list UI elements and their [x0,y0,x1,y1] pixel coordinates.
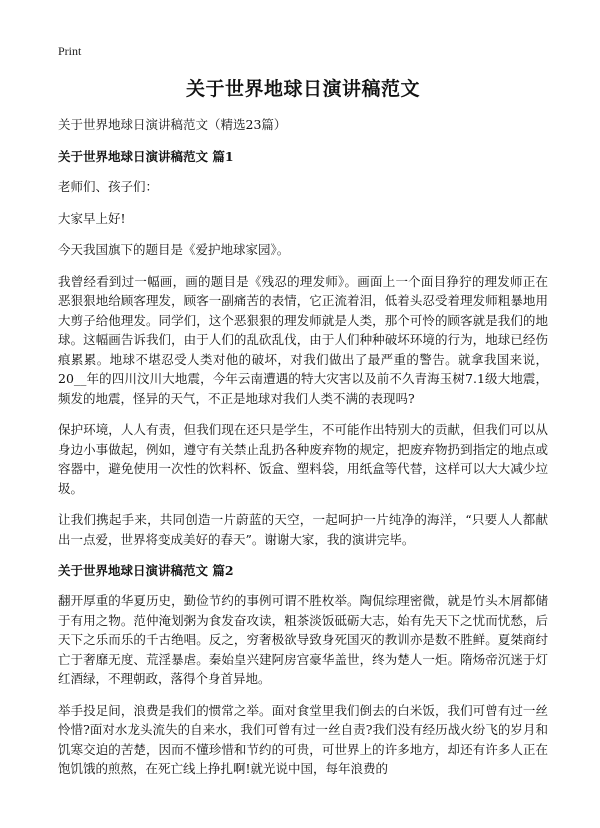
print-link[interactable]: Print [58,44,82,58]
document-subtitle: 关于世界地球日演讲稿范文（精选23篇） [58,117,287,132]
paragraph: 让我们携起手来，共同创造一片蔚蓝的天空，一起呵护一片纯净的海洋，“只要人人都献出一点爱，世界将变成美好的春天”。谢谢大家，我的演讲完毕。 [58,512,548,547]
section-heading-2: 关于世界地球日演讲稿范文 篇2 [58,563,234,578]
paragraph: 保护环境，人人有责，但我们现在还只是学生，不可能作出特别大的贡献，但我们可以从身边小事做起，例如，遵守有关禁止乱扔各种废弃物的规定，把废弃物扔到指定的地点或容器中，避免使用一次性的饮料杯、饭盒、塑料袋，用纸盒等代替，这样可以大大减少垃圾。 [58,422,548,496]
document-body [58,74,548,791]
paragraph: 今天我国旗下的题目是《爱护地球家园》。 [58,242,290,257]
paragraph: 翻开厚重的华夏历史，勤俭节约的事例可谓不胜枚举。陶侃综理密微，就是竹头木屑都储于有用之物。范仲淹划粥为食发奋攻读，粗茶淡饭砥砺大志，始有先天下之忧而忧愁，后天下之乐而乐的千古绝唱。反之，穷奢极欲导致身死国灭的教训亦是数不胜鲜。夏桀商纣亡于奢靡无度、荒淫暴虐。秦始皇兴建阿房宫豪华盖世，终为楚人一炬。隋炀帝沉迷于灯红酒绿，不理朝政，落得个身首异地。 [58,593,548,686]
section-heading-1: 关于世界地球日演讲稿范文 篇1 [58,149,234,164]
paragraph: 举手投足间，浪费是我们的惯常之举。面对食堂里我们倒去的白米饭，我们可曾有过一丝怜惜?面对水龙头流失的自来水，我们可曾有过一丝自责?我们没有经历战火纷飞的岁月和饥寒交迫的苦楚，因而不懂珍惜和节约的可贵，可世界上的许多地方，却还有许多人正在饱饥饿的煎熬，在死亡线上挣扎啊!就光说中国，每年浪费的 [58,702,548,776]
paragraph: 大家早上好! [58,210,126,226]
paragraph: 老师们、孩子们： [58,179,159,194]
paragraph: 我曾经看到过一幅画，画的题目是《残忍的理发师》。画面上一个面目狰狞的理发师正在恶狠狠地给顾客理发，顾客一副痛苦的表情，它正流着泪，低着头忍受着理发师粗暴地用大剪子给他理发。同学们，这个恶狠狠的理发师就是人类，那个可怜的顾客就是我们的地球。这幅画告诉我们，由于人们的乱砍乱伐，由于人们种种破坏环境的行为，地球已经伤痕累累。地球不堪忍受人类对他的破坏，对我们做出了最严重的警告。就拿我国来说，20__年的四川汶川大地震，今年云南遭遇的特大灾害以及前不久青海玉树7.1级大地震，频发的地震，怪异的天气，不正是地球对我们人类不满的表现吗? [58,273,548,406]
document-title: 关于世界地球日演讲稿范文 [185,78,420,100]
